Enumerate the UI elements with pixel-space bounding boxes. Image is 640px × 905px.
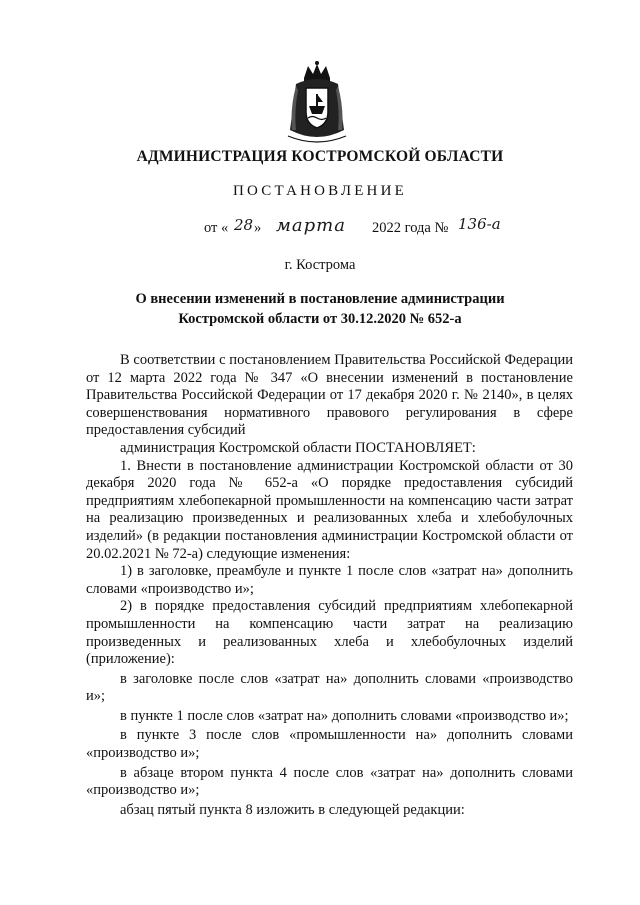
date-month: марта — [276, 215, 346, 236]
date-day: 28 — [234, 216, 254, 234]
subject-line-1: О внесении изменений в постановление администрации — [135, 291, 505, 307]
paragraph-change-point-4: в абзаце втором пункта 4 после слов «затрат на» дополнить словами «производство и»; — [86, 764, 573, 799]
date-year: 2022 года № — [372, 220, 449, 236]
date-prefix: от « — [204, 220, 229, 236]
paragraph-change-point-3: в пункте 3 после слов «промышленности на» дополнить словами «производство и»; — [86, 727, 573, 762]
city: г. Кострома — [284, 257, 356, 273]
coat-of-arms-emblem — [282, 60, 352, 146]
paragraph-change-point-8: абзац пятый пункта 8 изложить в следующей редакции: — [120, 801, 465, 818]
paragraph-change-point-1: в пункте 1 после слов «затрат на» дополнить словами «производство и»; — [120, 707, 569, 724]
date-line — [204, 215, 544, 244]
paragraph-item-1: 1. Внести в постановление администрации Костромской области от 30 декабря 2020 года № 652-а «О порядке предоставления субсидий предприятиям хлебопекарной промышленности на компенсацию части затрат на реализацию произведенных и реализованных хлеба и хлебобулочных изделий» (в редакции постановления администрации Костромской области от 20.02.2021 № 72-а) следующие изменения: — [86, 457, 573, 562]
paragraph-subitem-1: 1) в заголовке, преамбуле и пункте 1 после слов «затрат на» дополнить словами «производство и»; — [86, 563, 573, 597]
paragraph-preamble: В соответствии с постановлением Правительства Российской Федерации от 12 марта 2022 года № 347 «О внесении изменений в постановление Правительства Российской Федерации от 17 декабря 2020 г. № 2140», в целях совершенствования нормативного правового регулирования в сфере предоставления субсидий — [86, 352, 573, 439]
document-subject — [120, 289, 520, 329]
document-type: ПОСТАНОВЛЕНИЕ — [233, 183, 407, 199]
subject-line-2: Костромской области от 30.12.2020 № 652-а — [178, 311, 462, 327]
document-number: 136-а — [458, 215, 501, 233]
date-close: » — [254, 220, 262, 236]
organization-name: АДМИНИСТРАЦИЯ КОСТРОМСКОЙ ОБЛАСТИ — [136, 148, 504, 165]
document-body — [86, 352, 573, 819]
paragraph-subitem-2: 2) в порядке предоставления субсидий предприятиям хлебопекарной промышленности на компенсацию части затрат на реализацию произведенных и реализованных хлеба и хлебобулочных изделий (приложение): — [86, 598, 573, 668]
paragraph-change-title: в заголовке после слов «затрат на» дополнить словами «производство и»; — [86, 670, 573, 705]
paragraph-resolves: администрация Костромской области ПОСТАНОВЛЯЕТ: — [120, 439, 476, 456]
